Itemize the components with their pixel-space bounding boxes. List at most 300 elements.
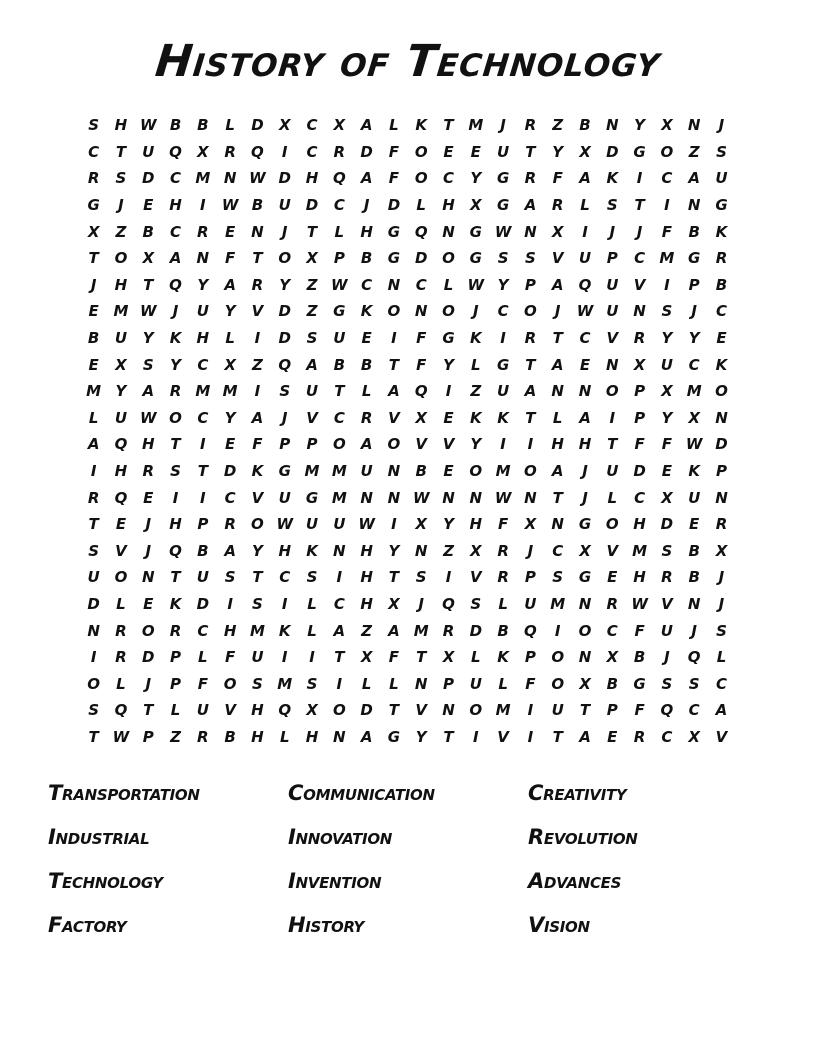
grid-letter[interactable]: L xyxy=(307,621,317,640)
grid-letter[interactable]: V xyxy=(224,701,236,720)
grid-letter[interactable]: S xyxy=(716,142,727,161)
grid-letter[interactable]: I xyxy=(527,435,534,454)
grid-letter[interactable]: R xyxy=(497,568,509,587)
grid-letter[interactable]: F xyxy=(225,249,236,268)
grid-letter[interactable]: R xyxy=(115,648,127,667)
grid-letter[interactable]: I xyxy=(309,648,315,667)
grid-letter[interactable]: D xyxy=(278,302,291,321)
grid-letter[interactable]: Q xyxy=(114,435,128,454)
grid-letter[interactable]: D xyxy=(196,594,210,613)
grid-letter[interactable]: Y xyxy=(251,541,263,560)
grid-letter[interactable]: N xyxy=(524,222,537,241)
grid-letter[interactable]: G xyxy=(578,568,592,587)
grid-letter[interactable]: J xyxy=(636,222,643,241)
grid-letter[interactable]: N xyxy=(360,488,373,507)
grid-letter[interactable]: M xyxy=(632,541,648,560)
grid-letter[interactable]: E xyxy=(143,488,154,507)
grid-letter[interactable]: U xyxy=(360,462,373,481)
grid-letter[interactable]: T xyxy=(388,701,400,720)
grid-letter[interactable]: B xyxy=(224,727,236,746)
grid-letter[interactable]: O xyxy=(332,701,346,720)
grid-letter[interactable]: X xyxy=(415,515,427,534)
grid-letter[interactable]: H xyxy=(551,435,564,454)
grid-letter[interactable]: H xyxy=(469,515,483,534)
grid-letter[interactable]: F xyxy=(225,648,236,667)
grid-letter[interactable]: W xyxy=(112,727,130,746)
grid-letter[interactable]: N xyxy=(414,541,428,560)
grid-letter[interactable]: H xyxy=(251,727,264,746)
grid-letter[interactable]: X xyxy=(360,648,373,667)
grid-letter[interactable]: X xyxy=(633,355,646,374)
grid-letter[interactable]: I xyxy=(473,727,479,746)
grid-letter[interactable]: U xyxy=(333,515,346,534)
grid-letter[interactable]: H xyxy=(278,541,291,560)
grid-letter[interactable]: X xyxy=(661,488,673,507)
grid-letter[interactable]: U xyxy=(715,169,728,188)
grid-letter[interactable]: L xyxy=(498,674,508,693)
grid-letter[interactable]: I xyxy=(554,621,561,640)
grid-letter[interactable]: T xyxy=(634,196,645,215)
grid-letter[interactable]: A xyxy=(360,727,373,746)
grid-letter[interactable]: C xyxy=(661,169,673,188)
grid-letter[interactable]: F xyxy=(634,621,645,640)
grid-letter[interactable]: C xyxy=(197,355,209,374)
grid-letter[interactable]: Y xyxy=(415,727,427,746)
grid-letter[interactable]: P xyxy=(524,275,536,294)
grid-letter[interactable]: Y xyxy=(142,329,154,348)
grid-letter[interactable]: L xyxy=(389,674,399,693)
grid-letter[interactable]: V xyxy=(388,408,400,427)
grid-letter[interactable]: W xyxy=(576,302,594,321)
grid-letter[interactable]: M xyxy=(86,382,102,401)
grid-letter[interactable]: N xyxy=(551,382,564,401)
grid-letter[interactable]: S xyxy=(688,674,700,693)
grid-letter[interactable]: R xyxy=(715,249,728,268)
grid-letter[interactable]: W xyxy=(221,196,239,215)
grid-letter[interactable]: O xyxy=(715,382,728,401)
grid-letter[interactable]: P xyxy=(688,275,700,294)
grid-letter[interactable]: X xyxy=(551,222,564,241)
grid-letter[interactable]: Q xyxy=(278,355,292,374)
grid-letter[interactable]: Y xyxy=(470,169,482,188)
grid-letter[interactable]: U xyxy=(524,594,537,613)
grid-letter[interactable]: Q xyxy=(278,701,292,720)
grid-letter[interactable]: T xyxy=(88,727,99,746)
grid-letter[interactable]: K xyxy=(169,594,182,613)
grid-letter[interactable]: I xyxy=(254,382,261,401)
grid-letter[interactable]: R xyxy=(169,621,182,640)
grid-letter[interactable]: X xyxy=(715,541,728,560)
grid-letter[interactable]: S xyxy=(552,568,564,587)
grid-letter[interactable]: K xyxy=(169,329,182,348)
grid-letter[interactable]: Y xyxy=(497,275,509,294)
grid-letter[interactable]: P xyxy=(306,435,318,454)
grid-letter[interactable]: A xyxy=(715,701,728,720)
grid-letter[interactable]: Q xyxy=(169,275,182,294)
grid-letter[interactable]: W xyxy=(276,515,293,534)
grid-letter[interactable]: N xyxy=(606,116,619,135)
grid-letter[interactable]: N xyxy=(387,462,401,481)
grid-letter[interactable]: N xyxy=(578,648,592,667)
grid-letter[interactable]: E xyxy=(579,355,591,374)
grid-letter[interactable]: A xyxy=(524,382,537,401)
grid-letter[interactable]: U xyxy=(469,674,482,693)
grid-letter[interactable]: H xyxy=(360,594,373,613)
grid-letter[interactable]: R xyxy=(661,568,673,587)
grid-letter[interactable]: Q xyxy=(660,701,674,720)
grid-letter[interactable]: B xyxy=(497,621,509,640)
grid-letter[interactable]: T xyxy=(607,435,618,454)
grid-letter[interactable]: E xyxy=(88,355,99,374)
grid-letter[interactable]: J xyxy=(582,488,588,507)
grid-letter[interactable]: S xyxy=(88,701,100,720)
grid-letter[interactable]: I xyxy=(200,488,206,507)
grid-letter[interactable]: C xyxy=(634,249,646,268)
grid-letter[interactable]: W xyxy=(412,488,430,507)
grid-letter[interactable]: O xyxy=(114,249,128,268)
grid-letter[interactable]: A xyxy=(87,435,100,454)
grid-letter[interactable]: O xyxy=(524,462,537,481)
grid-letter[interactable]: T xyxy=(252,568,263,587)
grid-letter[interactable]: G xyxy=(578,515,592,534)
grid-letter[interactable]: I xyxy=(664,275,670,294)
grid-letter[interactable]: L xyxy=(198,648,208,667)
grid-letter[interactable]: G xyxy=(496,355,510,374)
grid-letter[interactable]: P xyxy=(333,249,345,268)
grid-letter[interactable]: V xyxy=(551,249,564,268)
grid-letter[interactable]: J xyxy=(718,116,725,135)
grid-letter[interactable]: G xyxy=(496,169,510,188)
grid-letter[interactable]: O xyxy=(278,249,292,268)
grid-letter[interactable]: Z xyxy=(361,621,373,640)
grid-letter[interactable]: C xyxy=(224,488,236,507)
grid-letter[interactable]: T xyxy=(143,275,154,294)
grid-letter[interactable]: K xyxy=(469,329,482,348)
grid-letter[interactable]: T xyxy=(115,142,127,161)
grid-letter[interactable]: P xyxy=(443,674,454,693)
grid-letter[interactable]: V xyxy=(715,727,728,746)
grid-letter[interactable]: M xyxy=(195,169,211,188)
grid-letter[interactable]: R xyxy=(197,222,209,241)
grid-letter[interactable]: K xyxy=(688,462,700,481)
grid-letter[interactable]: W xyxy=(494,222,512,241)
grid-letter[interactable]: A xyxy=(224,541,236,560)
grid-letter[interactable]: T xyxy=(143,701,154,720)
grid-letter[interactable]: E xyxy=(88,302,99,321)
grid-letter[interactable]: B xyxy=(715,275,728,294)
grid-letter[interactable]: R xyxy=(224,142,236,161)
grid-letter[interactable]: R xyxy=(606,594,619,613)
grid-letter[interactable]: T xyxy=(525,355,536,374)
grid-letter[interactable]: H xyxy=(169,196,182,215)
grid-letter[interactable]: O xyxy=(551,648,565,667)
grid-letter[interactable]: U xyxy=(196,568,209,587)
grid-letter[interactable]: A xyxy=(333,621,346,640)
grid-letter[interactable]: E xyxy=(443,462,454,481)
grid-letter[interactable]: U xyxy=(305,515,319,534)
grid-letter[interactable]: U xyxy=(87,568,100,587)
grid-letter[interactable]: K xyxy=(469,408,482,427)
grid-letter[interactable]: N xyxy=(578,594,592,613)
grid-letter[interactable]: U xyxy=(688,488,701,507)
grid-letter[interactable]: W xyxy=(139,116,157,135)
grid-letter[interactable]: N xyxy=(442,222,455,241)
grid-letter[interactable]: I xyxy=(582,222,588,241)
grid-letter[interactable]: M xyxy=(222,382,238,401)
grid-letter[interactable]: B xyxy=(360,355,373,374)
grid-letter[interactable]: V xyxy=(661,594,673,613)
grid-letter[interactable]: V xyxy=(470,568,482,587)
grid-letter[interactable]: F xyxy=(416,355,427,374)
grid-letter[interactable]: O xyxy=(469,701,483,720)
grid-letter[interactable]: L xyxy=(225,116,235,135)
grid-letter[interactable]: I xyxy=(336,674,343,693)
grid-letter[interactable]: Y xyxy=(661,329,673,348)
grid-letter[interactable]: U xyxy=(606,302,619,321)
grid-letter[interactable]: O xyxy=(223,674,237,693)
grid-letter[interactable]: K xyxy=(715,222,728,241)
grid-letter[interactable]: W xyxy=(467,275,485,294)
grid-letter[interactable]: E xyxy=(443,408,454,427)
grid-letter[interactable]: D xyxy=(305,196,319,215)
grid-letter[interactable]: U xyxy=(660,621,673,640)
grid-letter[interactable]: R xyxy=(333,142,346,161)
grid-letter[interactable]: N xyxy=(687,116,701,135)
grid-letter[interactable]: P xyxy=(606,701,618,720)
grid-letter[interactable]: H xyxy=(360,568,373,587)
grid-letter[interactable]: R xyxy=(115,621,127,640)
grid-letter[interactable]: B xyxy=(415,462,427,481)
grid-letter[interactable]: O xyxy=(114,568,128,587)
grid-letter[interactable]: E xyxy=(361,329,372,348)
grid-letter[interactable]: I xyxy=(200,435,206,454)
grid-letter[interactable]: M xyxy=(550,594,566,613)
grid-letter[interactable]: Y xyxy=(443,515,454,534)
grid-letter[interactable]: R xyxy=(142,462,155,481)
grid-letter[interactable]: H xyxy=(114,462,128,481)
grid-letter[interactable]: C xyxy=(715,302,727,321)
grid-letter[interactable]: C xyxy=(333,408,345,427)
grid-letter[interactable]: Z xyxy=(170,727,181,746)
grid-letter[interactable]: D xyxy=(360,701,373,720)
grid-letter[interactable]: E xyxy=(225,222,236,241)
grid-letter[interactable]: A xyxy=(360,116,373,135)
grid-letter[interactable]: X xyxy=(688,727,700,746)
grid-letter[interactable]: M xyxy=(495,701,511,720)
grid-letter[interactable]: O xyxy=(469,462,483,481)
grid-letter[interactable]: P xyxy=(279,435,291,454)
grid-letter[interactable]: T xyxy=(197,462,208,481)
grid-letter[interactable]: J xyxy=(118,196,124,215)
grid-letter[interactable]: A xyxy=(688,169,700,188)
grid-letter[interactable]: N xyxy=(414,674,428,693)
grid-letter[interactable]: C xyxy=(688,701,700,720)
grid-letter[interactable]: C xyxy=(552,541,564,560)
grid-letter[interactable]: C xyxy=(197,621,209,640)
grid-letter[interactable]: H xyxy=(223,621,237,640)
grid-letter[interactable]: J xyxy=(554,302,561,321)
grid-letter[interactable]: I xyxy=(527,727,534,746)
grid-letter[interactable]: G xyxy=(333,302,346,321)
grid-letter[interactable]: R xyxy=(224,515,236,534)
grid-letter[interactable]: X xyxy=(415,408,427,427)
grid-letter[interactable]: M xyxy=(304,462,320,481)
grid-letter[interactable]: Z xyxy=(306,275,318,294)
grid-letter[interactable]: L xyxy=(307,594,317,613)
grid-letter[interactable]: N xyxy=(524,488,537,507)
grid-letter[interactable]: P xyxy=(524,648,536,667)
grid-letter[interactable]: H xyxy=(169,515,182,534)
grid-letter[interactable]: L xyxy=(361,674,372,693)
grid-letter[interactable]: G xyxy=(387,249,401,268)
grid-letter[interactable]: T xyxy=(170,435,181,454)
grid-letter[interactable]: U xyxy=(497,142,510,161)
grid-letter[interactable]: J xyxy=(691,302,697,321)
grid-letter[interactable]: R xyxy=(360,408,373,427)
grid-letter[interactable]: B xyxy=(360,249,373,268)
grid-letter[interactable]: U xyxy=(578,249,592,268)
grid-letter[interactable]: D xyxy=(606,142,619,161)
grid-letter[interactable]: E xyxy=(443,142,454,161)
grid-letter[interactable]: X xyxy=(306,701,318,720)
grid-letter[interactable]: C xyxy=(661,727,673,746)
grid-letter[interactable]: L xyxy=(361,382,372,401)
grid-letter[interactable]: F xyxy=(388,142,400,161)
grid-letter[interactable]: U xyxy=(333,329,346,348)
grid-letter[interactable]: H xyxy=(196,329,210,348)
grid-letter[interactable]: V xyxy=(415,701,428,720)
grid-letter[interactable]: G xyxy=(387,727,401,746)
grid-letter[interactable]: K xyxy=(278,621,291,640)
grid-letter[interactable]: A xyxy=(142,382,155,401)
grid-letter[interactable]: J xyxy=(718,568,725,587)
grid-letter[interactable]: A xyxy=(579,169,591,188)
grid-letter[interactable]: I xyxy=(336,568,343,587)
grid-letter[interactable]: X xyxy=(606,648,619,667)
grid-letter[interactable]: J xyxy=(172,302,179,321)
grid-letter[interactable]: R xyxy=(442,621,455,640)
grid-letter[interactable]: D xyxy=(278,329,291,348)
grid-letter[interactable]: V xyxy=(251,488,264,507)
grid-letter[interactable]: H xyxy=(360,541,373,560)
grid-letter[interactable]: F xyxy=(197,674,208,693)
grid-letter[interactable]: O xyxy=(442,302,455,321)
grid-letter[interactable]: W xyxy=(249,169,266,188)
grid-letter[interactable]: X xyxy=(579,541,591,560)
grid-letter[interactable]: R xyxy=(197,727,209,746)
grid-letter[interactable]: S xyxy=(252,674,263,693)
grid-letter[interactable]: R xyxy=(524,169,537,188)
grid-letter[interactable]: K xyxy=(497,408,509,427)
grid-letter[interactable]: Q xyxy=(687,648,701,667)
grid-letter[interactable]: J xyxy=(363,196,370,215)
grid-letter[interactable]: E xyxy=(607,727,618,746)
grid-letter[interactable]: A xyxy=(169,249,182,268)
grid-letter[interactable]: G xyxy=(496,196,510,215)
grid-letter[interactable]: T xyxy=(252,249,263,268)
grid-letter[interactable]: Q xyxy=(414,222,428,241)
grid-letter[interactable]: P xyxy=(170,674,182,693)
grid-letter[interactable]: O xyxy=(169,408,182,427)
grid-letter[interactable]: Y xyxy=(552,142,564,161)
grid-letter[interactable]: D xyxy=(142,648,155,667)
grid-letter[interactable]: N xyxy=(414,302,428,321)
grid-letter[interactable]: T xyxy=(525,408,536,427)
grid-letter[interactable]: L xyxy=(416,196,426,215)
grid-letter[interactable]: C xyxy=(333,594,345,613)
grid-letter[interactable]: S xyxy=(252,594,263,613)
grid-letter[interactable]: O xyxy=(524,302,537,321)
grid-letter[interactable]: S xyxy=(224,568,236,587)
grid-letter[interactable]: D xyxy=(633,462,646,481)
grid-letter[interactable]: E xyxy=(225,435,236,454)
grid-letter[interactable]: S xyxy=(716,621,727,640)
grid-letter[interactable]: B xyxy=(197,116,209,135)
grid-letter[interactable]: R xyxy=(169,382,182,401)
grid-letter[interactable]: I xyxy=(90,462,97,481)
grid-letter[interactable]: F xyxy=(252,435,263,454)
grid-letter[interactable]: Z xyxy=(443,541,454,560)
grid-letter[interactable]: S xyxy=(661,674,673,693)
grid-letter[interactable]: U xyxy=(606,275,619,294)
grid-letter[interactable]: R xyxy=(524,116,537,135)
grid-letter[interactable]: I xyxy=(391,515,397,534)
grid-letter[interactable]: J xyxy=(718,594,725,613)
grid-letter[interactable]: V xyxy=(415,435,428,454)
grid-letter[interactable]: N xyxy=(551,515,564,534)
grid-letter[interactable]: R xyxy=(524,329,537,348)
grid-letter[interactable]: C xyxy=(170,169,182,188)
grid-letter[interactable]: M xyxy=(686,382,702,401)
grid-letter[interactable]: C xyxy=(415,275,427,294)
grid-letter[interactable]: N xyxy=(223,169,237,188)
grid-letter[interactable]: T xyxy=(334,648,345,667)
grid-letter[interactable]: T xyxy=(88,249,99,268)
grid-letter[interactable]: J xyxy=(418,594,424,613)
grid-letter[interactable]: X xyxy=(224,355,236,374)
grid-letter[interactable]: S xyxy=(497,249,509,268)
grid-letter[interactable]: I xyxy=(172,488,179,507)
grid-letter[interactable]: K xyxy=(497,648,509,667)
grid-letter[interactable]: X xyxy=(524,515,537,534)
grid-letter[interactable]: N xyxy=(687,196,701,215)
grid-letter[interactable]: G xyxy=(469,222,482,241)
grid-letter[interactable]: B xyxy=(169,116,182,135)
grid-letter[interactable]: A xyxy=(251,408,264,427)
grid-letter[interactable]: F xyxy=(388,648,400,667)
grid-letter[interactable]: O xyxy=(551,674,565,693)
grid-letter[interactable]: Q xyxy=(442,594,455,613)
grid-letter[interactable]: J xyxy=(500,116,506,135)
grid-letter[interactable]: R xyxy=(87,169,100,188)
grid-letter[interactable]: X xyxy=(661,382,673,401)
grid-letter[interactable]: U xyxy=(114,329,128,348)
grid-letter[interactable]: E xyxy=(661,462,672,481)
grid-letter[interactable]: C xyxy=(306,142,318,161)
grid-letter[interactable]: L xyxy=(88,408,99,427)
grid-letter[interactable]: R xyxy=(715,515,728,534)
grid-letter[interactable]: K xyxy=(251,462,264,481)
grid-letter[interactable]: G xyxy=(442,329,455,348)
grid-letter[interactable]: T xyxy=(579,701,591,720)
grid-letter[interactable]: D xyxy=(223,462,237,481)
grid-letter[interactable]: T xyxy=(552,727,563,746)
grid-letter[interactable]: H xyxy=(633,515,646,534)
grid-letter[interactable]: Q xyxy=(578,275,592,294)
grid-letter[interactable]: M xyxy=(195,382,211,401)
grid-letter[interactable]: S xyxy=(306,329,318,348)
grid-letter[interactable]: C xyxy=(333,196,345,215)
